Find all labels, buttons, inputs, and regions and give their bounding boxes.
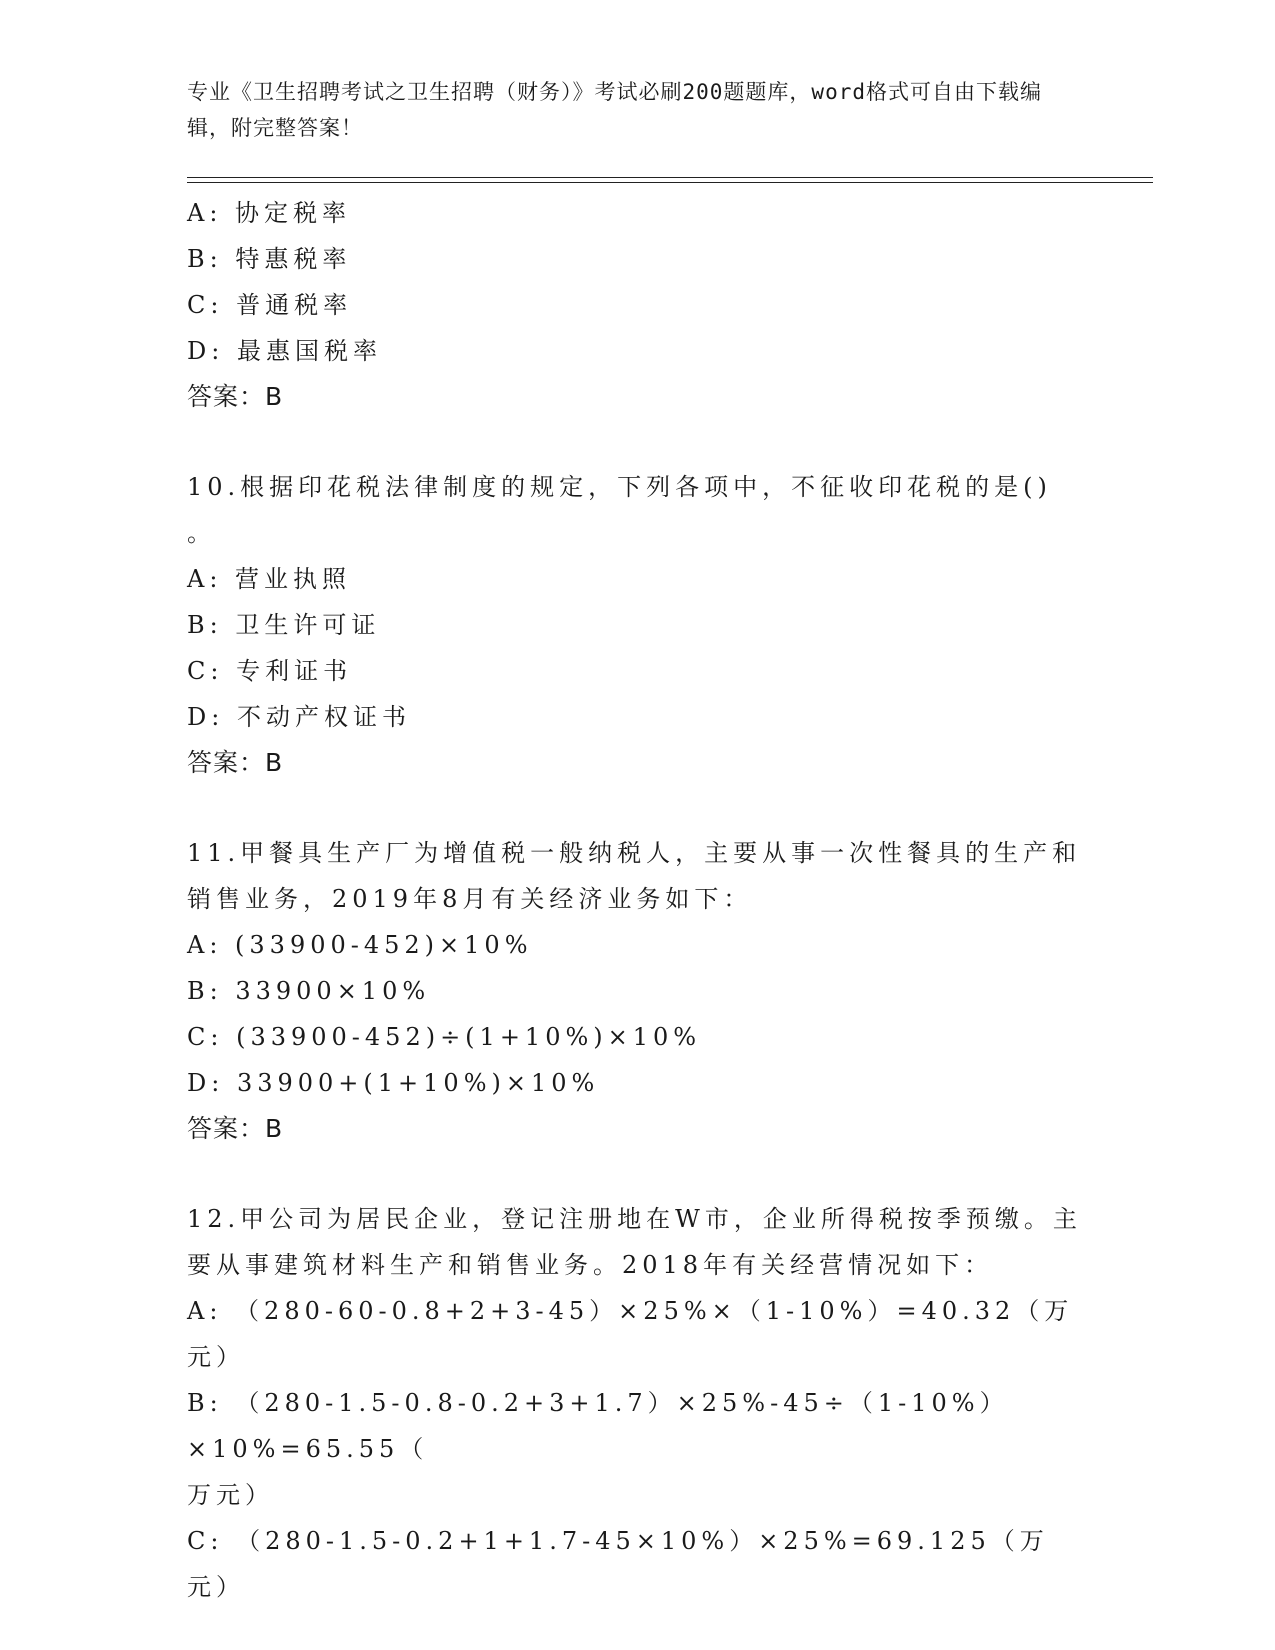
question-text: 12.甲公司为居民企业，登记注册地在W市，企业所得税按季预缴。主	[187, 1205, 1082, 1233]
option-c: C: （280-1.5-0.2+1+1.7-45×10%）×25%=69.125（万元）	[187, 1527, 1049, 1601]
option-c: C: (33900-452)÷(1+10%)×10%	[187, 1023, 702, 1051]
option-c: C: 普通税率	[187, 291, 353, 319]
question-text: 10.根据印花税法律制度的规定，下列各项中，不征收印花税的是()	[187, 473, 1052, 501]
question-10	[187, 464, 1087, 786]
option-b: B: 33900×10%	[187, 977, 431, 1005]
header-divider-bottom	[187, 182, 1153, 183]
question-text-continued: 要从事建筑材料生产和销售业务。2018年有关经营情况如下：	[187, 1251, 994, 1279]
question-text-continued: 销售业务，2019年8月有关经济业务如下：	[187, 885, 753, 913]
answer-line: 答案：B	[187, 1114, 284, 1143]
option-b: B: 卫生许可证	[187, 611, 381, 639]
option-b: B: 特惠税率	[187, 245, 352, 273]
question-12	[187, 1196, 1087, 1610]
option-a: A: （280-60-0.8+2+3-45）×25%×（1-10%）=40.32（万元）	[187, 1297, 1074, 1371]
header-divider-top	[187, 177, 1153, 178]
option-c: C: 专利证书	[187, 657, 353, 685]
question-text: 11.甲餐具生产厂为增值税一般纳税人，主要从事一次性餐具的生产和	[187, 839, 1082, 867]
question-11	[187, 830, 1087, 1152]
question-text-continued: 。	[187, 519, 216, 547]
option-b-continued: 万元）	[187, 1481, 274, 1509]
option-a: A: 协定税率	[187, 199, 352, 227]
question-9-tail	[187, 190, 1087, 420]
option-d: D: 最惠国税率	[187, 337, 382, 365]
answer-line: 答案：B	[187, 748, 284, 777]
document-intro: 专业《卫生招聘考试之卫生招聘（财务）》考试必刷200题题库，word格式可自由下载编辑，附完整答案！	[187, 80, 1042, 140]
option-a: A: (33900-452)×10%	[187, 931, 533, 959]
option-b: B: （280-1.5-0.8-0.2+3+1.7）×25%-45÷（1-10%）×10%=65.55（	[187, 1389, 1009, 1463]
option-a: A: 营业执照	[187, 565, 352, 593]
option-d: D: 不动产权证书	[187, 703, 411, 731]
document-body	[187, 190, 1087, 1610]
answer-line: 答案：B	[187, 382, 284, 411]
option-d: D: 33900+(1+10%)×10%	[187, 1069, 600, 1097]
